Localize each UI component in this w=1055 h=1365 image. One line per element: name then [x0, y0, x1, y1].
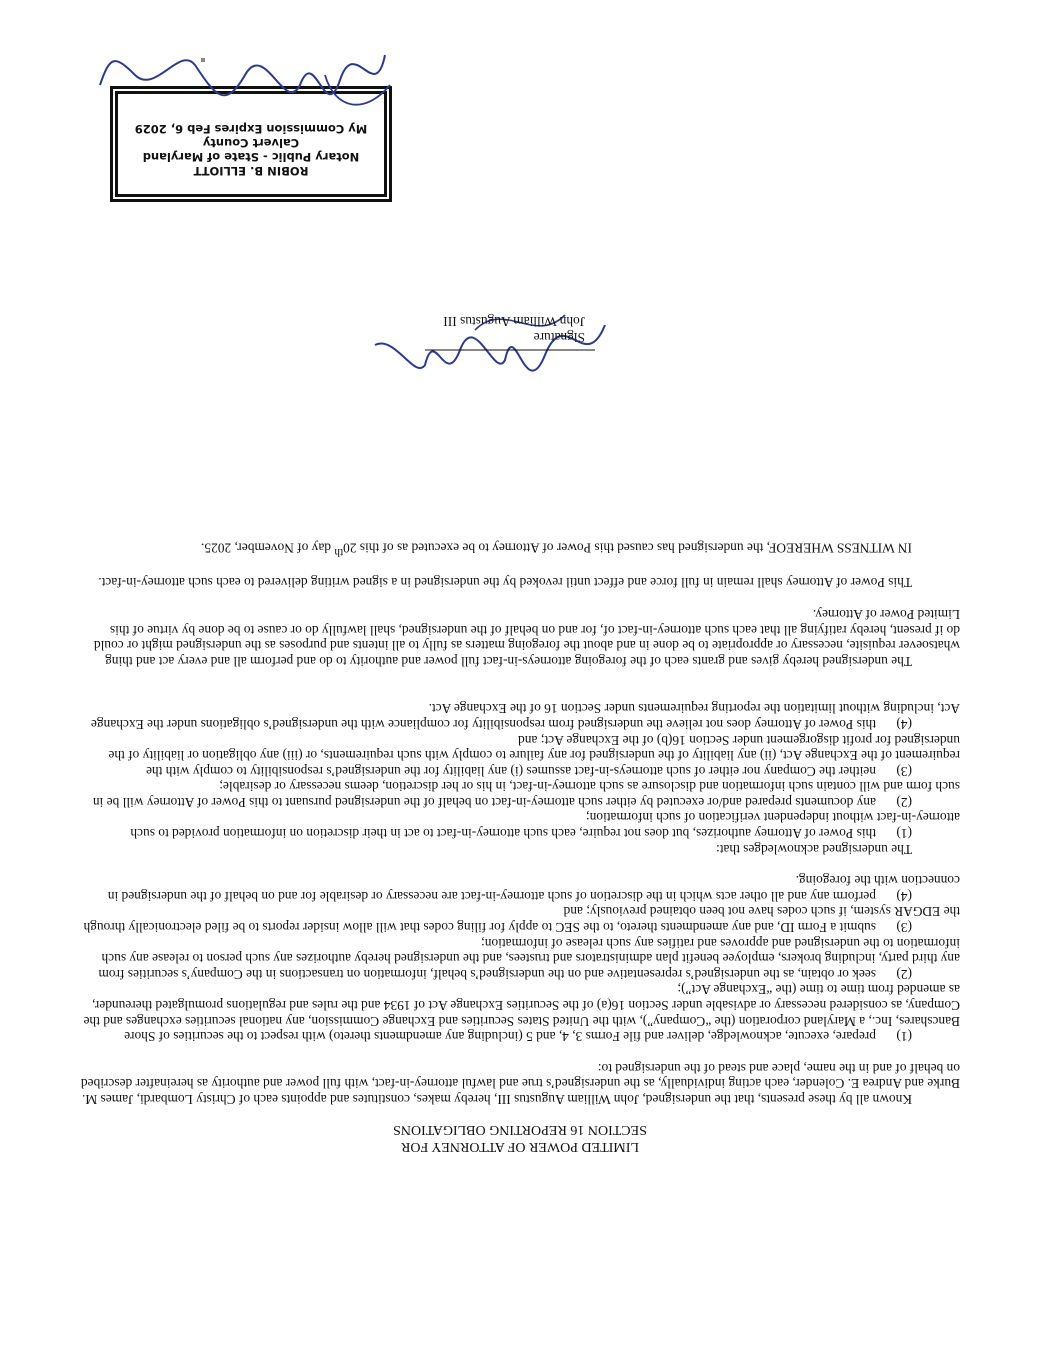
signer-signature — [365, 295, 625, 385]
title-line-1: LIMITED POWER OF ATTORNEY FOR — [401, 1139, 640, 1154]
acknowledgement-item: (2)any documents prepared and/or executed by either such attorney-in-fact on behalf of the undersigned pursuant to this Power of Attorney will be in such form and will contain such information and disclosure as such attorney-in-fact, in his or her discretion, deems necessary or desirable; — [92, 779, 960, 810]
signer-name: John William Augustus III — [443, 314, 585, 329]
notary-signature — [95, 25, 395, 125]
duration-paragraph: This Power of Attorney shall remain in full force and effect until revoked by the undersigned in a signed writing delivered to each such attorney-in-fact. — [98, 575, 912, 591]
grant-paragraph: The undersigned hereby gives and grants each of the foregoing attorneys-in-fact full power and authority to do and perform all and every act and thing whatsoever requisite, necessary or appropriate to be done in and about the foregoing matters as fully to all intents and purposes as the undersigned might or could do if present, hereby ratifying all that each such attorney-in-fact of, for and on behalf of the undersigned, shall lawfully do or cause to be done by virtue of this Limited Power of Attorney. — [93, 606, 960, 669]
title-line-2: SECTION 16 REPORTING OBLIGATIONS — [393, 1122, 647, 1137]
power-item: (1)prepare, execute, acknowledge, deliver and file Forms 3, 4, and 5 (including any amendments thereto) with respect to the securities of Shore Bancshares, Inc., a Maryland corporation (the “Company”), with the United States Securities and Exchange Commission, any national securities exchanges and the Company, as considered necessary or advisable under Section 16(a) of the Securities Exchange Act of 1934 and the rules and regulations promulgated thereunder, as amended from time to time (the “Exchange Act”); — [83, 982, 960, 1045]
acknowledgement-item: (1)this Power of Attorney authorizes, but does not require, each such attorney-in-fact to act in their discretion on information provided to such attorney-in-fact without independent verification of such information; — [130, 810, 960, 842]
intro-paragraph: Known all by these presents, that the undersigned, John William Augustus III, hereby makes, constitutes and appoints each of Christy Lombardi, James M. Burke and Andrea E. Colender, each acting individually, as the undersigned’s true and lawful attorney-in-fact, with full power and authority as hereinafter described on behalf of and in the name, place and stead of the undersigned to: — [80, 1060, 960, 1107]
acknowledge-intro: The undersigned acknowledges that: — [716, 841, 912, 857]
notary-title: Notary Public - State of Maryland — [142, 150, 360, 164]
signature-block — [365, 265, 625, 385]
acknowledgement-item: (3)neither the Company nor either of such attorneys-in-fact assumes (i) any liability for the undersigned’s responsibility to comply with the requirement of the Exchange Act, (ii) any liability of the undersigned for any failure to comply with such requirements, or (iii) any obligation or liability of the undersigned for profit disgorgement under Section 16(b) of the Exchange Act; and — [108, 732, 960, 779]
witness-paragraph: IN WITNESS WHEREOF, the undersigned has caused this Power of Attorney to be executed as of this 20th day of November, 2025. — [201, 540, 912, 558]
document-body — [80, 540, 960, 1155]
notary-name: ROBIN B. ELLIOTT — [193, 164, 309, 178]
notary-commission: My Commission Expires Feb 6, 2029 — [134, 122, 368, 136]
acknowledgement-item: (4)this Power of Attorney does not relieve the undersigned from responsibility for compliance with the undersigned’s obligations under the Exchange Act, including without limitation the reporting requirements under Section 16 of the Exchange Act. — [90, 701, 960, 732]
notary-county: Calvert County — [202, 136, 300, 150]
power-item: (2)seek or obtain, as the undersigned’s representative and on the undersigned’s behalf, information on transactions in the Company’s securities from any third party, including brokers, employee benefit plan administrators and trustees, and the undersigned hereby authorizes any such person to release any such information to the undersigned and approves and ratifies any such release of information; — [98, 935, 960, 982]
power-item: (4)perform any and all other acts which in the discretion of such attorney-in-fact are necessary or desirable for and on behalf of the undersigned in connection with the foregoing. — [107, 873, 960, 904]
scan-mark — [201, 58, 205, 62]
signature-label: Signature — [533, 330, 585, 345]
document-title — [80, 1121, 960, 1155]
power-item: (3)submit a Form ID, and any amendments thereto, to the SEC to apply for filing codes that will allow insider reports to be filed electronically through the EDGAR system, if such codes have not been obtained previously; and — [83, 904, 960, 936]
